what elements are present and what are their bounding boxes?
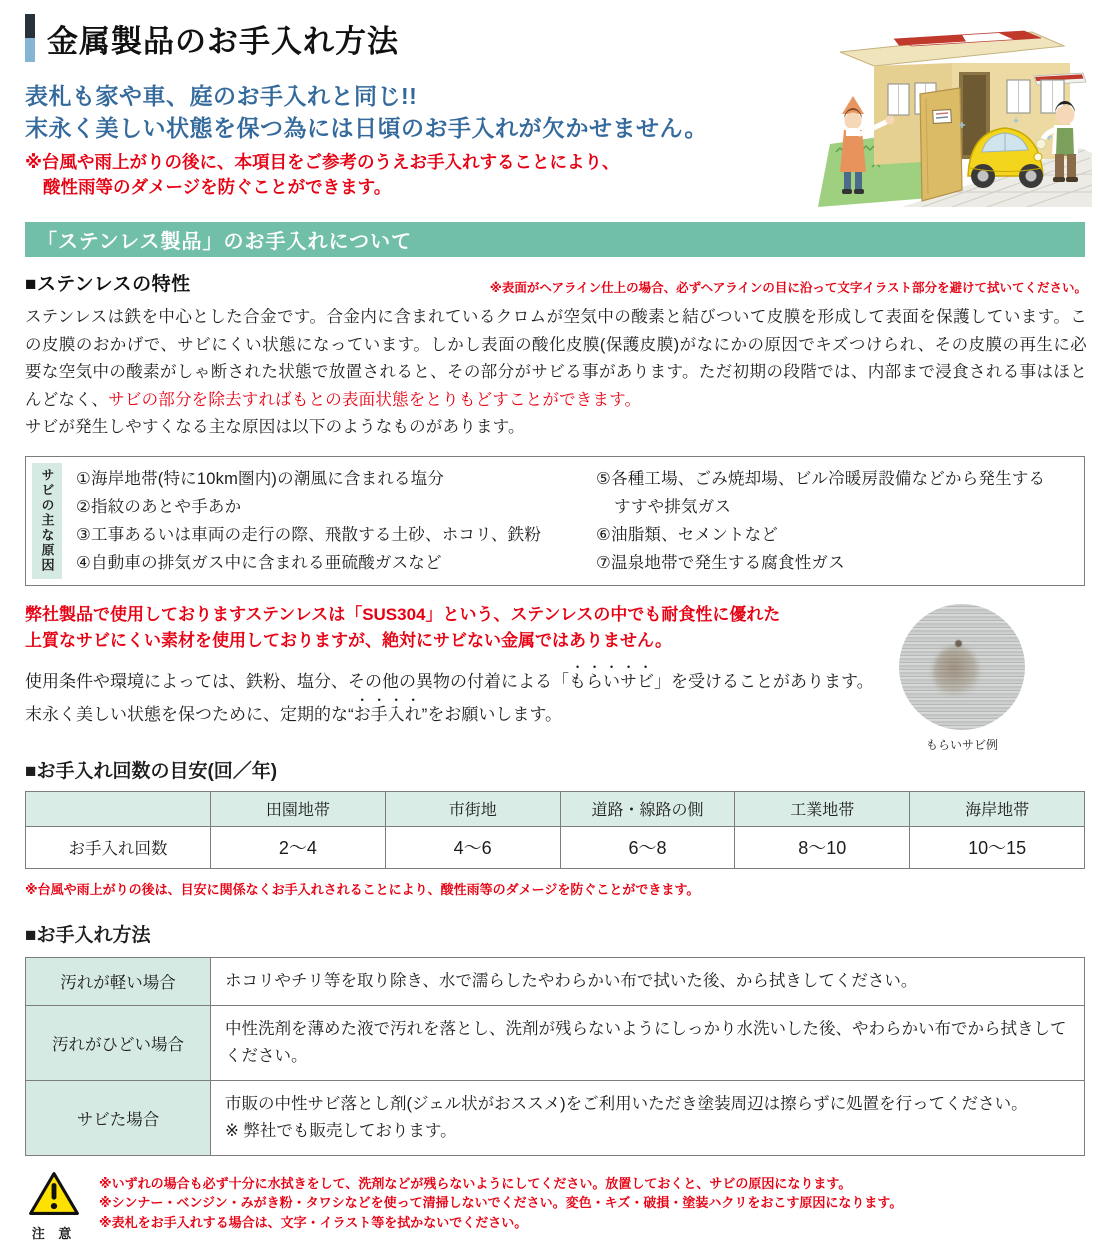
frequency-header-roadside: 道路・線路の側 xyxy=(560,791,735,826)
characteristics-paragraph xyxy=(25,304,1087,442)
lead-blue-line-2: 末永く美しい状態を保つ為には日頃のお手入れが欠かせません。 xyxy=(25,115,708,141)
cause-item-7: ⑦温泉地帯で発生する腐食性ガス xyxy=(596,553,845,572)
method-text-light: ホコリやチリ等を取り除き、水で濡らしたやわらかい布で拭いた後、から拭きしてください。 xyxy=(211,957,1085,1005)
frequency-value-coastal: 10〜15 xyxy=(910,826,1085,868)
frequency-value-industrial: 8〜10 xyxy=(735,826,910,868)
paragraph-red-segment: サビの部分を除去すればもとの表面状態をとりもどすことができます。 xyxy=(108,390,642,409)
caution-notes xyxy=(99,1170,902,1233)
frequency-header-coastal: 海岸地帯 xyxy=(910,791,1085,826)
cause-item-5: ⑤各種工場、ごみ焼却場、ビル冷暖房設備などから発生する xyxy=(596,469,1046,488)
page-title: 金属製品のお手入れ方法 xyxy=(47,23,399,59)
method-text-rusted-line2: ※ 弊社でも販売しております。 xyxy=(225,1121,457,1140)
frequency-header-row xyxy=(26,791,1085,826)
method-row-heavy xyxy=(26,1005,1085,1080)
method-row-light xyxy=(26,957,1085,1005)
methods-heading: ■お手入れ方法 xyxy=(25,924,151,946)
lead-blue-line-1: 表札も家や車、庭のお手入れと同じ!! xyxy=(25,83,418,109)
frequency-header-industrial: 工業地帯 xyxy=(735,791,910,826)
frequency-corner-cell xyxy=(26,791,211,826)
caution-note-1: ※いずれの場合も必ず十分に水拭きをして、洗剤などが残らないようにしてください。放置しておくと、サビの原因になります。 xyxy=(99,1175,852,1191)
stain-blob xyxy=(933,646,979,698)
frequency-value-rural: 2〜4 xyxy=(211,826,386,868)
usage-note-pre: 使用条件や環境によっては、鉄粉、塩分、その他の異物の付着による「 xyxy=(25,671,569,691)
paragraph-black-segment: ステンレスは鉄を中心とした合金です。合金内に含まれているクロムが空気中の酸素と結びついて皮膜を形成して表面を保護しています。この皮膜のおかげで、サビにくい状態になっています。しかし表面の酸化皮膜(保護皮膜)がなにかの原因でキズつけられ、その皮膜の再生に必要な空気中の酸素がしゃ断された状態で放置されると、その部分がサビる事があります。ただ初期の段階では、内部まで浸食される事はほとんどなく、 xyxy=(25,308,1087,409)
method-row-rusted xyxy=(26,1080,1085,1155)
caution-note-3: ※表札をお手入れする場合は、文字・イラスト等を拭かないでください。 xyxy=(99,1214,528,1230)
paragraph-tail: サビが発生しやすくなる主な原因は以下のようなものがあります。 xyxy=(25,418,525,436)
frequency-table xyxy=(25,791,1085,869)
care-request-pre: 末永く美しい状態を保つために、定期的な“ xyxy=(25,704,354,724)
rust-causes-label: サビの主な原因 xyxy=(32,463,62,579)
frequency-header-rural: 田園地帯 xyxy=(211,791,386,826)
cause-item-6: ⑥油脂類、セメントなど xyxy=(596,525,778,544)
house-cleaning-illustration xyxy=(802,22,1092,207)
stain-photo xyxy=(899,604,1025,730)
stain-caption: もらいサビ例 xyxy=(925,737,998,752)
house-illustration-svg xyxy=(802,22,1092,207)
method-text-rusted xyxy=(211,1080,1085,1155)
frequency-value-row xyxy=(26,826,1085,868)
stain-example xyxy=(897,604,1027,753)
frequency-note: ※台風や雨上がりの後は、目安に関係なくお手入れされることにより、酸性雨等のダメージを防ぐことができます。 xyxy=(25,881,700,897)
frequency-heading: ■お手入れ回数の目安(回／年) xyxy=(25,760,278,782)
cause-item-5-cont: すすや排気ガス xyxy=(614,497,732,516)
care-request-emphasis: お手入れ xyxy=(353,704,422,724)
warning-triangle-icon xyxy=(28,1170,80,1217)
caution-badge xyxy=(25,1170,83,1242)
method-label-heavy: 汚れがひどい場合 xyxy=(26,1005,211,1080)
caution-block xyxy=(25,1170,1085,1242)
cause-item-2: ②指紋のあとや手あか xyxy=(76,497,242,516)
frequency-header-urban: 市街地 xyxy=(385,791,560,826)
characteristics-heading: ■ステンレスの特性 xyxy=(25,274,191,295)
frequency-row-label: お手入れ回数 xyxy=(26,826,211,868)
method-text-heavy: 中性洗剤を薄めた液で汚れを落とし、洗剤が残らないようにしっかり水洗いした後、やわらかい布でから拭きしてください。 xyxy=(211,1005,1085,1080)
sus-red-note-2: 上質なサビにくい素材を使用しておりますが、絶対にサビない金属ではありません。 xyxy=(25,630,673,650)
frequency-value-roadside: 6〜8 xyxy=(560,826,735,868)
cause-item-1: ①海岸地帯(特に10km圏内)の潮風に含まれる塩分 xyxy=(76,469,445,488)
usage-note-post: 」を受けることがあります。 xyxy=(654,671,874,691)
characteristics-row xyxy=(25,269,1087,296)
lead-red-line-2: 酸性雨等のダメージを防ぐことができます。 xyxy=(43,177,392,197)
cause-item-4: ④自動車の排気ガス中に含まれる亜硫酸ガスなど xyxy=(76,553,442,572)
frequency-value-urban: 4〜6 xyxy=(385,826,560,868)
hairline-note: ※表面がヘアライン仕上の場合、必ずヘアラインの目に沿って文字イラスト部分を避けて拭いてください。 xyxy=(489,281,1087,295)
rust-causes-left-column xyxy=(76,465,596,577)
title-accent-bar xyxy=(25,14,35,62)
method-text-rusted-line1: 市販の中性サビ落とし剤(ジェル状がおススメ)をご利用いただき塗装周辺は擦らずに処置を行ってください。 xyxy=(225,1094,1028,1113)
lead-red-line-1: ※台風や雨上がりの後に、本項目をご参考のうえお手入れすることにより、 xyxy=(25,152,620,172)
care-request-post: ”をお願いします。 xyxy=(421,704,562,724)
methods-table xyxy=(25,957,1085,1156)
rust-causes-box xyxy=(25,456,1085,586)
caution-note-2: ※シンナー・ベンジン・みがき粉・タワシなどを使って清掃しないでください。変色・キズ・破損・塗装ハクリをおこす原因になります。 xyxy=(99,1195,903,1210)
method-label-rusted: サビた場合 xyxy=(26,1080,211,1155)
rust-causes-columns xyxy=(62,463,1078,579)
stain-dot xyxy=(955,640,962,647)
cause-item-3: ③工事あるいは車両の走行の際、飛散する土砂、ホコリ、鉄粉 xyxy=(76,525,542,544)
usage-note-emphasis: もらいサビ xyxy=(569,671,654,691)
method-label-light: 汚れが軽い場合 xyxy=(26,957,211,1005)
rust-causes-right-column xyxy=(596,465,1078,577)
sus-red-note-1: 弊社製品で使用しておりますステンレスは「SUS304」という、ステンレスの中でも耐食性に優れた xyxy=(25,604,781,624)
caution-label: 注 意 xyxy=(31,1225,77,1241)
sus-section xyxy=(25,602,1087,752)
section-banner: 「ステンレス製品」のお手入れについて xyxy=(25,222,1085,257)
